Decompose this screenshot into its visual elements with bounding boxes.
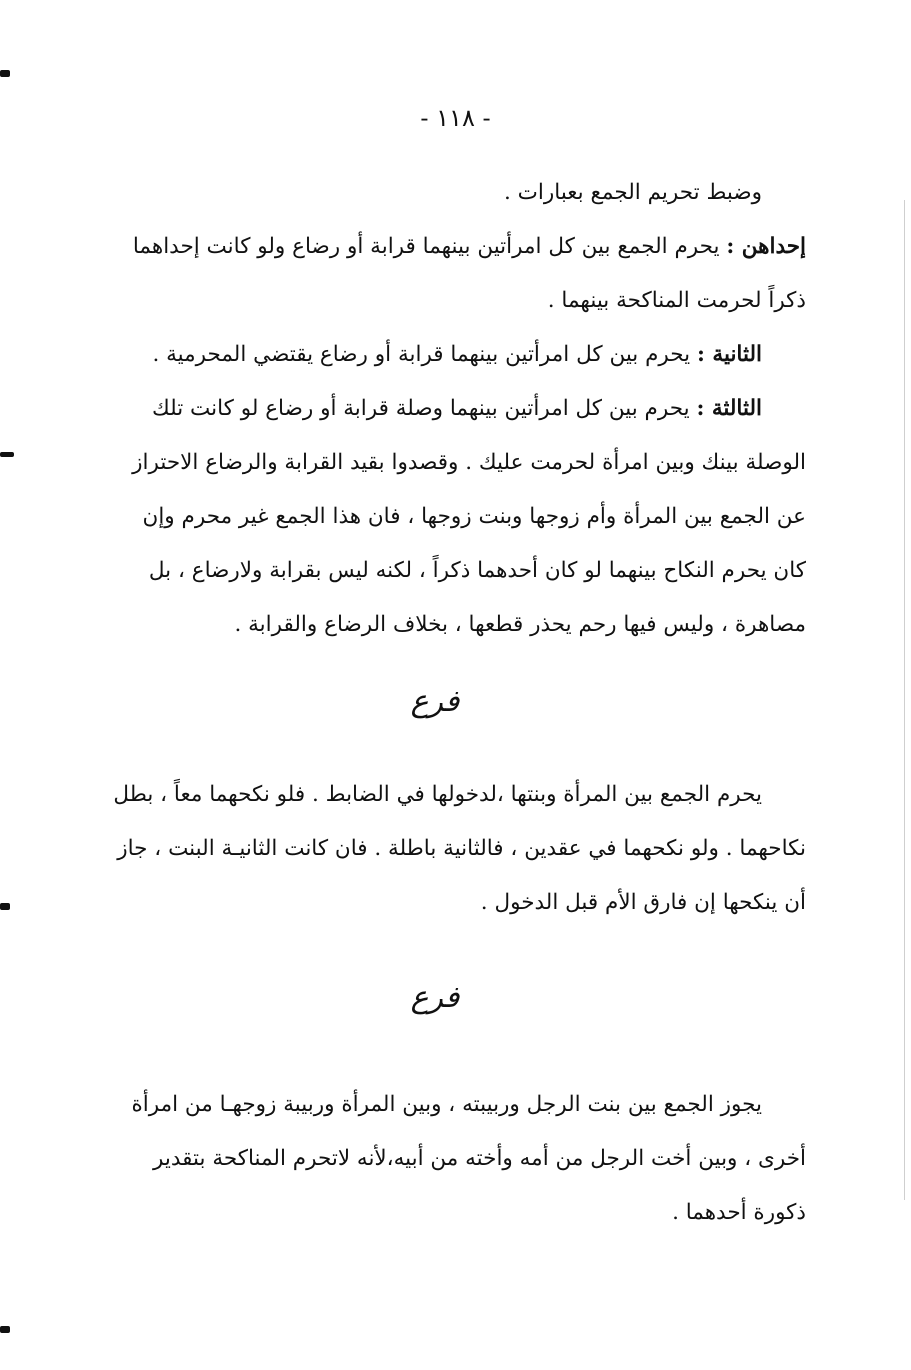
third-rule-continuation: مصاهرة ، وليس فيها رحم يحذر قطعها ، بخلاف الرضاع والقرابة . <box>234 612 806 637</box>
second-rule-line <box>82 328 806 382</box>
section-heading: فرع <box>410 684 460 719</box>
first-rule-text: يحرم الجمع بين كل امرأتين بينهما قرابة أو رضاع ولو كانت إحداهما <box>132 234 720 259</box>
section-branch-2 <box>82 1078 806 1240</box>
second-rule-text: يحرم بين كل امرأتين بينهما قرابة أو رضاع يقتضي المحرمية . <box>152 342 691 367</box>
section-definitions <box>82 166 806 652</box>
third-rule-text: يحرم بين كل امرأتين بينهما وصلة قرابة أو رضاع لو كانت تلك <box>151 396 690 421</box>
third-rule-continuation: كان يحرم النكاح بينهما لو كان أحدهما ذكراً ، لكنه ليس بقرابة ولارضاع ، بل <box>148 558 806 583</box>
intro-line: وضبط تحريم الجمع بعبارات . <box>504 180 762 205</box>
third-rule-continuation: عن الجمع بين المرأة وأم زوجها وبنت زوجها ، فان هذا الجمع غير محرم وإن <box>142 504 806 529</box>
third-rule-line <box>82 382 806 436</box>
paragraph-line: نكاحهما . ولو نكحهما في عقدين ، فالثانية باطلة . فان كانت الثانيـة البنت ، جاز <box>117 836 806 861</box>
paragraph-line: يحرم الجمع بين المرأة وبنتها ،لدخولها في الضابط . فلو نكحهما معاً ، بطل <box>113 782 762 807</box>
paragraph-line: أخرى ، وبين أخت الرجل من أمه وأخته من أبيه،لأنه لاتحرم المناكحة بتقدير <box>153 1146 806 1171</box>
first-rule-line <box>82 220 806 274</box>
page-number: - ١١٨ - <box>420 104 491 132</box>
paragraph-line: ذكورة أحدهما . <box>672 1200 806 1225</box>
first-rule-label: إحداهن : <box>726 234 806 259</box>
margin-mark <box>0 452 14 457</box>
margin-mark <box>0 70 10 77</box>
paragraph-line: يجوز الجمع بين بنت الرجل وربيبته ، وبين المرأة وربيبة زوجهـا من امرأة <box>131 1092 762 1117</box>
margin-mark <box>0 1326 10 1333</box>
margin-mark <box>0 903 10 910</box>
paragraph-line: أن ينكحها إن فارق الأم قبل الدخول . <box>480 890 806 915</box>
section-heading: فرع <box>410 980 460 1015</box>
first-rule-continuation: ذكراً لحرمت المناكحة بينهما . <box>547 288 806 313</box>
second-rule-label: الثانية : <box>697 342 762 367</box>
page-edge <box>904 200 905 1200</box>
section-branch-1 <box>82 768 806 930</box>
third-rule-continuation: الوصلة بينك وبين امرأة لحرمت عليك . وقصدوا بقيد القرابة والرضاع الاحتراز <box>132 450 806 475</box>
third-rule-label: الثالثة : <box>696 396 762 421</box>
